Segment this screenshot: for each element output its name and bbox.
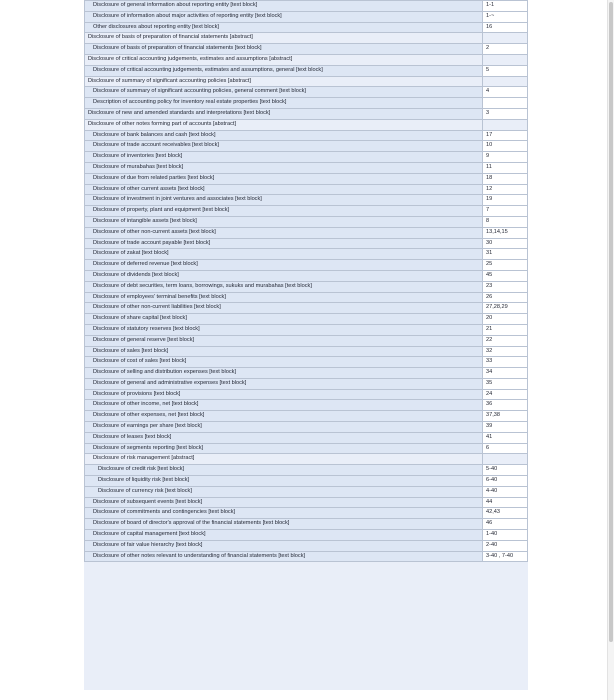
table-section-row xyxy=(85,54,528,65)
disclosure-label: Disclosure of general information about reporting entity [text block] xyxy=(85,1,483,12)
table-section-row xyxy=(85,454,528,465)
disclosure-label: Disclosure of new and amended standards and interpretations [text block] xyxy=(85,108,483,119)
disclosure-label: Disclosure of subsequent events [text block] xyxy=(85,497,483,508)
note-reference: 24 xyxy=(483,389,528,400)
disclosure-label: Description of accounting policy for inventory real estate properties [text block] xyxy=(85,98,483,109)
note-reference: 17 xyxy=(483,130,528,141)
table-row xyxy=(85,227,528,238)
note-reference: 46 xyxy=(483,519,528,530)
note-reference: 4 xyxy=(483,87,528,98)
note-reference: 2-40 xyxy=(483,540,528,551)
note-reference: 5 xyxy=(483,65,528,76)
table-row xyxy=(85,162,528,173)
table-row xyxy=(85,465,528,476)
table-section-row xyxy=(85,76,528,87)
table-row xyxy=(85,141,528,152)
disclosure-label: Disclosure of currency risk [text block] xyxy=(85,486,483,497)
table-row xyxy=(85,281,528,292)
table-section-row xyxy=(85,119,528,130)
table-row xyxy=(85,476,528,487)
vertical-scrollbar[interactable] xyxy=(607,0,614,700)
table-row xyxy=(85,270,528,281)
disclosure-table-body xyxy=(85,1,528,562)
table-row xyxy=(85,314,528,325)
note-reference: 1-1 xyxy=(483,1,528,12)
disclosure-label: Disclosure of cost of sales [text block] xyxy=(85,357,483,368)
disclosure-label: Disclosure of leases [text block] xyxy=(85,432,483,443)
disclosure-label: Disclosure of basis of preparation of financial statements [abstract] xyxy=(85,33,483,44)
note-reference: 44 xyxy=(483,497,528,508)
note-reference: 18 xyxy=(483,173,528,184)
table-row xyxy=(85,551,528,562)
disclosure-label: Disclosure of credit risk [text block] xyxy=(85,465,483,476)
table-row xyxy=(85,497,528,508)
note-reference: 31 xyxy=(483,249,528,260)
disclosure-label: Disclosure of bank balances and cash [text block] xyxy=(85,130,483,141)
table-row xyxy=(85,22,528,33)
note-reference: 34 xyxy=(483,368,528,379)
note-reference: 6 xyxy=(483,443,528,454)
note-reference: 10 xyxy=(483,141,528,152)
table-row xyxy=(85,411,528,422)
disclosure-label: Disclosure of statutory reserves [text block] xyxy=(85,324,483,335)
table-row xyxy=(85,324,528,335)
disclosure-label: Disclosure of deferred revenue [text block] xyxy=(85,260,483,271)
disclosure-label: Disclosure of selling and distribution expenses [text block] xyxy=(85,368,483,379)
note-reference: 5-40 xyxy=(483,465,528,476)
note-reference: 42,43 xyxy=(483,508,528,519)
note-reference xyxy=(483,119,528,130)
table-row xyxy=(85,1,528,12)
table-row xyxy=(85,400,528,411)
disclosure-label: Disclosure of share capital [text block] xyxy=(85,314,483,325)
table-row xyxy=(85,65,528,76)
table-row xyxy=(85,422,528,433)
disclosure-label: Disclosure of employees' terminal benefits [text block] xyxy=(85,292,483,303)
table-row xyxy=(85,357,528,368)
note-reference xyxy=(483,33,528,44)
table-row xyxy=(85,368,528,379)
disclosure-label: Disclosure of debt securities, term loans, borrowings, sukuks and murabahas [text block] xyxy=(85,281,483,292)
note-reference: 8 xyxy=(483,216,528,227)
note-reference: 7 xyxy=(483,206,528,217)
disclosure-label: Disclosure of trade account receivables [text block] xyxy=(85,141,483,152)
note-reference: 26 xyxy=(483,292,528,303)
note-reference: 2 xyxy=(483,44,528,55)
disclosure-label: Disclosure of zakat [text block] xyxy=(85,249,483,260)
disclosure-label: Disclosure of critical accounting judgements, estimates and assumptions, general [text block] xyxy=(85,65,483,76)
table-row xyxy=(85,378,528,389)
table-row xyxy=(85,11,528,22)
disclosure-label: Disclosure of critical accounting judgements, estimates and assumptions [abstract] xyxy=(85,54,483,65)
table-row xyxy=(85,44,528,55)
disclosure-label: Disclosure of segments reporting [text block] xyxy=(85,443,483,454)
table-row xyxy=(85,303,528,314)
note-reference: 27,28,29 xyxy=(483,303,528,314)
disclosure-label: Disclosure of risk management [abstract] xyxy=(85,454,483,465)
disclosure-label: Disclosure of general and administrative expenses [text block] xyxy=(85,378,483,389)
table-row xyxy=(85,216,528,227)
table-row xyxy=(85,195,528,206)
note-reference: 25 xyxy=(483,260,528,271)
disclosure-label: Disclosure of investment in joint ventures and associates [text block] xyxy=(85,195,483,206)
note-reference: 19 xyxy=(483,195,528,206)
note-reference: 1-~ xyxy=(483,11,528,22)
table-row xyxy=(85,206,528,217)
table-row xyxy=(85,87,528,98)
note-reference: 39 xyxy=(483,422,528,433)
note-reference: 45 xyxy=(483,270,528,281)
note-reference: 3 xyxy=(483,108,528,119)
table-row xyxy=(85,540,528,551)
note-reference: 3-40 , 7-40 xyxy=(483,551,528,562)
table-row xyxy=(85,335,528,346)
note-reference: 35 xyxy=(483,378,528,389)
disclosure-label: Disclosure of trade account payable [text block] xyxy=(85,238,483,249)
note-reference xyxy=(483,76,528,87)
disclosure-label: Disclosure of other notes forming part of accounts [abstract] xyxy=(85,119,483,130)
disclosure-label: Disclosure of other non-current liabilities [text block] xyxy=(85,303,483,314)
disclosure-label: Disclosure of sales [text block] xyxy=(85,346,483,357)
disclosure-label: Disclosure of summary of significant accounting policies, general comment [text block] xyxy=(85,87,483,98)
disclosure-label: Disclosure of other current assets [text block] xyxy=(85,184,483,195)
disclosure-label: Disclosure of other expenses, net [text block] xyxy=(85,411,483,422)
table-row xyxy=(85,519,528,530)
disclosure-label: Disclosure of intangible assets [text block] xyxy=(85,216,483,227)
note-reference: 1-40 xyxy=(483,530,528,541)
note-reference: 23 xyxy=(483,281,528,292)
disclosure-label: Disclosure of dividends [text block] xyxy=(85,270,483,281)
disclosure-label: Disclosure of inventories [text block] xyxy=(85,152,483,163)
disclosure-label: Disclosure of other notes relevant to understanding of financial statements [text block] xyxy=(85,551,483,562)
table-row xyxy=(85,238,528,249)
disclosure-label: Disclosure of summary of significant accounting policies [abstract] xyxy=(85,76,483,87)
table-row xyxy=(85,108,528,119)
note-reference xyxy=(483,454,528,465)
disclosure-label: Disclosure of capital management [text block] xyxy=(85,530,483,541)
disclosure-label: Disclosure of provisions [text block] xyxy=(85,389,483,400)
note-reference: 12 xyxy=(483,184,528,195)
disclosure-label: Disclosure of fair value hierarchy [text block] xyxy=(85,540,483,551)
table-row xyxy=(85,249,528,260)
table-row xyxy=(85,292,528,303)
note-reference: 41 xyxy=(483,432,528,443)
table-row xyxy=(85,152,528,163)
table-row xyxy=(85,130,528,141)
note-reference: 20 xyxy=(483,314,528,325)
disclosure-label: Disclosure of information about major activities of reporting entity [text block] xyxy=(85,11,483,22)
scrollbar-thumb[interactable] xyxy=(609,2,613,642)
disclosure-label: Disclosure of due from related parties [text block] xyxy=(85,173,483,184)
note-reference: 33 xyxy=(483,357,528,368)
table-row xyxy=(85,530,528,541)
table-row xyxy=(85,486,528,497)
note-reference: 22 xyxy=(483,335,528,346)
note-reference: 36 xyxy=(483,400,528,411)
table-row xyxy=(85,260,528,271)
table-row xyxy=(85,346,528,357)
note-reference: 21 xyxy=(483,324,528,335)
disclosure-table xyxy=(84,0,528,562)
note-reference: 30 xyxy=(483,238,528,249)
disclosure-label: Disclosure of general reserve [text block] xyxy=(85,335,483,346)
table-row xyxy=(85,98,528,109)
table-row xyxy=(85,432,528,443)
disclosure-label: Other disclosures about reporting entity [text block] xyxy=(85,22,483,33)
disclosure-label: Disclosure of liquidity risk [text block] xyxy=(85,476,483,487)
note-reference: 11 xyxy=(483,162,528,173)
table-row xyxy=(85,184,528,195)
disclosure-label: Disclosure of other non-current assets [text block] xyxy=(85,227,483,238)
note-reference: 32 xyxy=(483,346,528,357)
disclosure-label: Disclosure of basis of preparation of financial statements [text block] xyxy=(85,44,483,55)
note-reference xyxy=(483,98,528,109)
note-reference xyxy=(483,54,528,65)
disclosure-label: Disclosure of board of director's approval of the financial statements [text block] xyxy=(85,519,483,530)
note-reference: 4-40 xyxy=(483,486,528,497)
disclosure-label: Disclosure of property, plant and equipment [text block] xyxy=(85,206,483,217)
table-row xyxy=(85,443,528,454)
disclosure-label: Disclosure of murabahas [text block] xyxy=(85,162,483,173)
table-row xyxy=(85,508,528,519)
note-reference: 16 xyxy=(483,22,528,33)
table-row xyxy=(85,389,528,400)
note-reference: 37,38 xyxy=(483,411,528,422)
table-section-row xyxy=(85,33,528,44)
table-row xyxy=(85,173,528,184)
note-reference: 13,14,15 xyxy=(483,227,528,238)
disclosure-label: Disclosure of other income, net [text block] xyxy=(85,400,483,411)
note-reference: 9 xyxy=(483,152,528,163)
note-reference: 6-40 xyxy=(483,476,528,487)
disclosure-label: Disclosure of earnings per share [text block] xyxy=(85,422,483,433)
disclosure-label: Disclosure of commitments and contingencies [text block] xyxy=(85,508,483,519)
